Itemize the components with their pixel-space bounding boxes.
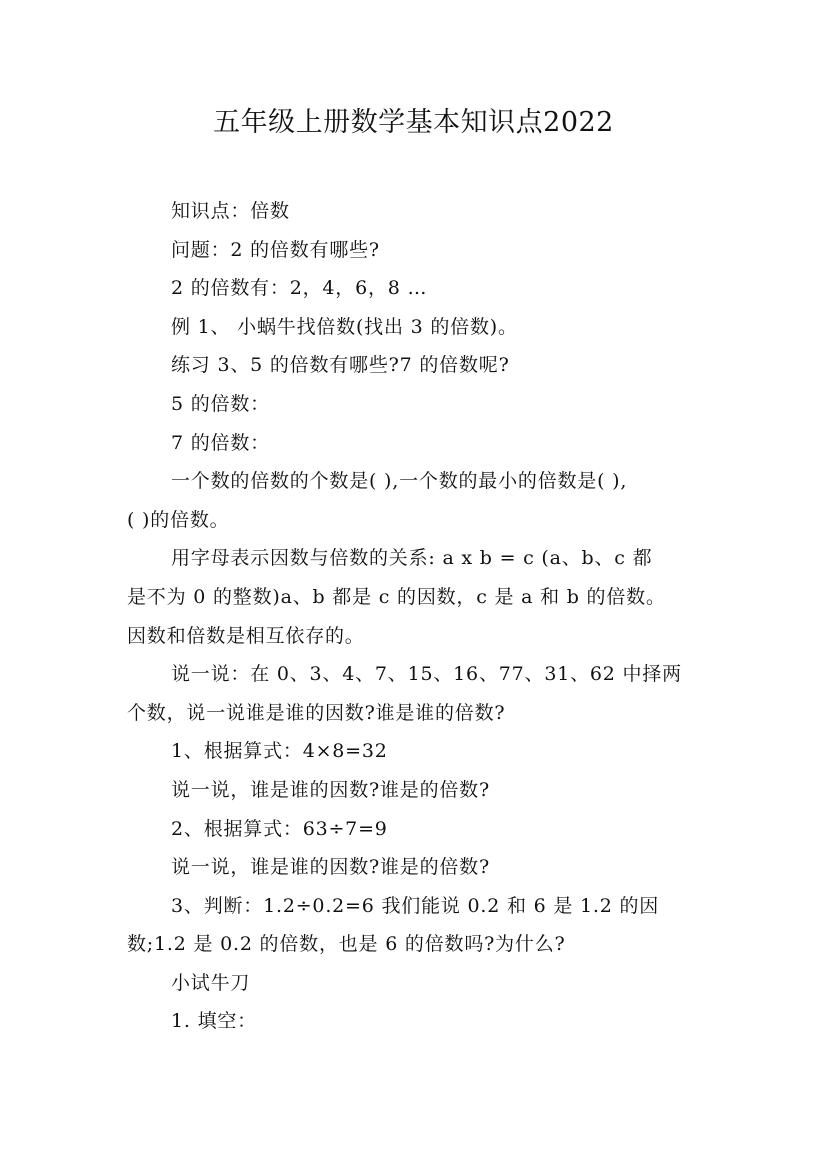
text-line: 说一说，谁是谁的因数?谁是的倍数? — [171, 856, 490, 879]
text-line: 个数，说一说谁是谁的因数?谁是谁的倍数? — [127, 701, 506, 724]
text-line: 例 1、 小蜗牛找倍数(找出 3 的倍数)。 — [171, 315, 518, 338]
document-body — [127, 192, 717, 1041]
text-line: 7 的倍数： — [171, 431, 270, 454]
text-line: 1、根据算式：4×8=32 — [171, 740, 388, 763]
text-line: 数;1.2 是 0.2 的倍数，也是 6 的倍数吗?为什么? — [127, 933, 566, 956]
text-line: 小试牛刀 — [171, 971, 251, 994]
text-line: 因数和倍数是相互依存的。 — [127, 624, 365, 647]
text-line: 2、根据算式：63÷7=9 — [171, 817, 388, 840]
text-line: 1. 填空： — [171, 1010, 257, 1033]
text-line: 问题：2 的倍数有哪些? — [171, 238, 380, 261]
text-line: 一个数的倍数的个数是( ),一个数的最小的倍数是( ), — [171, 470, 628, 493]
text-line: 3、判断：1.2÷0.2=6 我们能说 0.2 和 6 是 1.2 的因 — [171, 894, 660, 917]
text-line: 用字母表示因数与倍数的关系: a x b = c (a、b、c 都 — [171, 547, 653, 570]
document-title: 五年级上册数学基本知识点2022 — [213, 107, 614, 138]
text-line: 5 的倍数： — [171, 392, 270, 415]
text-line: 练习 3、5 的倍数有哪些?7 的倍数呢? — [171, 354, 510, 377]
text-line: 是不为 0 的整数)a、b 都是 c 的因数，c 是 a 和 b 的倍数。 — [127, 585, 666, 608]
text-line: 2 的倍数有：2，4，6，8 … — [171, 277, 428, 300]
text-line: 说一说，谁是谁的因数?谁是的倍数? — [171, 778, 490, 801]
text-line: ( )的倍数。 — [127, 508, 230, 531]
text-line: 知识点：倍数 — [171, 200, 290, 222]
text-line: 说一说：在 0、3、4、7、15、16、77、31、62 中择两 — [171, 663, 682, 686]
